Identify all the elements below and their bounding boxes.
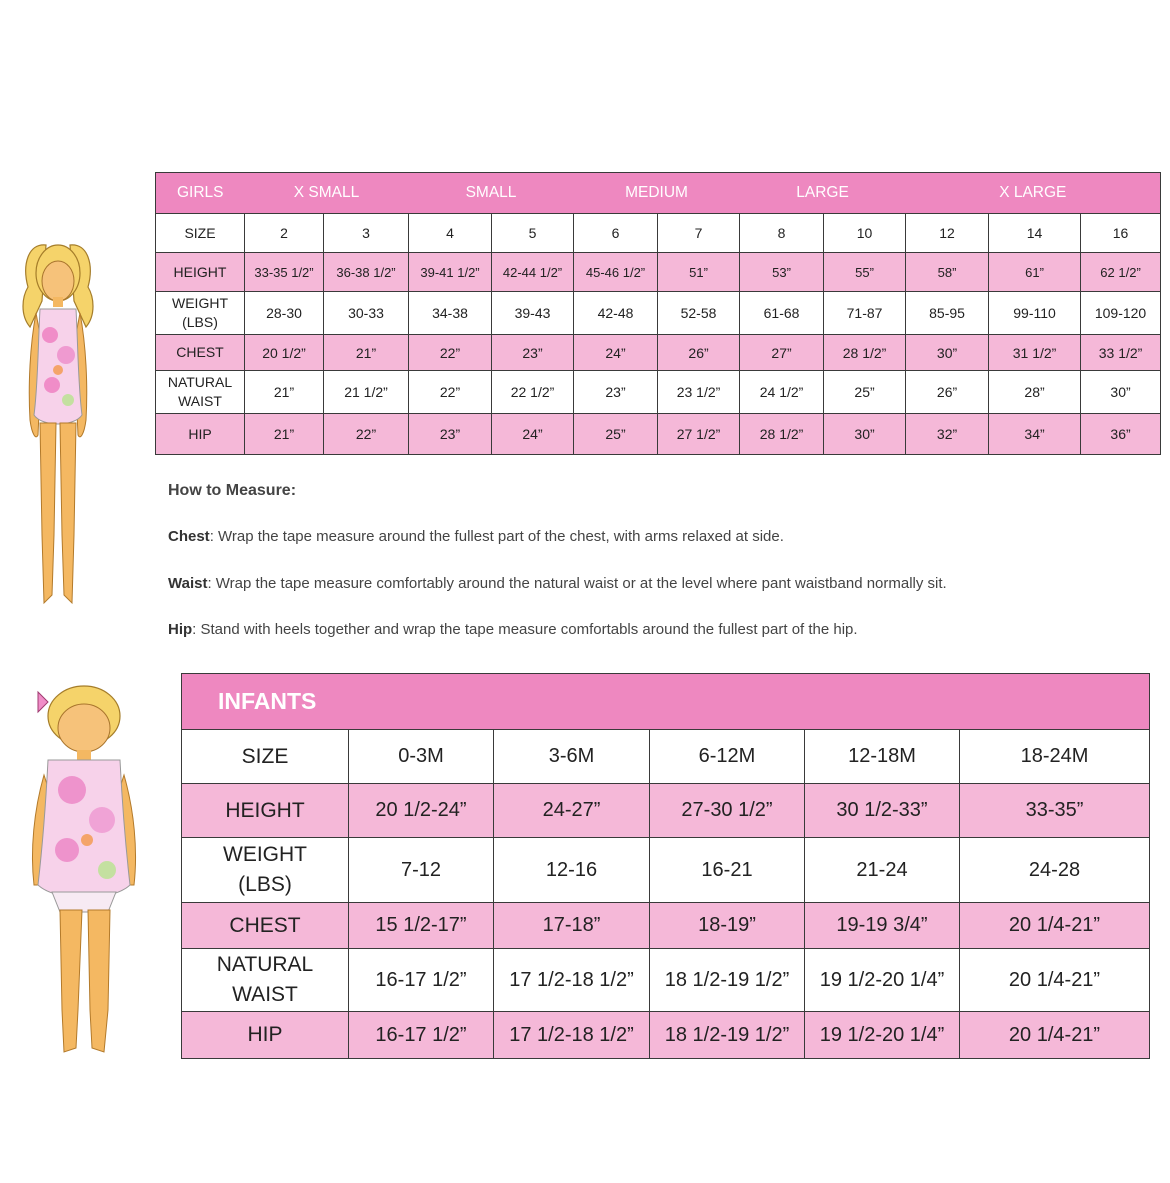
table-cell: 22”: [409, 371, 492, 414]
instruction-text: : Wrap the tape measure comfortably around the natural waist or at the level where pant waistband normally sit.: [207, 575, 947, 592]
row-label: HIP: [156, 414, 245, 455]
row-label: SIZE: [182, 730, 349, 784]
infants-height-row: [182, 784, 1150, 838]
girls-title: GIRLS: [156, 173, 245, 214]
table-cell: 99-110: [989, 292, 1081, 335]
table-cell: 10: [824, 214, 906, 253]
infants-header-row: [182, 674, 1150, 730]
table-cell: 20 1/2-24”: [349, 784, 494, 838]
row-label: HEIGHT: [156, 253, 245, 292]
table-cell: 7-12: [349, 838, 494, 903]
table-cell: 28 1/2”: [824, 335, 906, 371]
table-cell: 0-3M: [349, 730, 494, 784]
table-cell: 20 1/4-21”: [960, 1012, 1150, 1059]
table-cell: 39-41 1/2”: [409, 253, 492, 292]
girls-weight-row: [156, 292, 1161, 335]
table-cell: 21”: [324, 335, 409, 371]
table-cell: 12-16: [494, 838, 650, 903]
table-cell: 45-46 1/2”: [574, 253, 658, 292]
table-cell: 33-35 1/2”: [245, 253, 324, 292]
table-cell: 19 1/2-20 1/4”: [805, 949, 960, 1012]
table-cell: 30”: [906, 335, 989, 371]
table-cell: 24”: [574, 335, 658, 371]
instruction-text: : Stand with heels together and wrap the tape measure comfortabls around the fullest part of the hip.: [192, 621, 858, 638]
girls-height-row: [156, 253, 1161, 292]
table-cell: 16-21: [650, 838, 805, 903]
table-cell: 22”: [324, 414, 409, 455]
table-cell: 23 1/2”: [658, 371, 740, 414]
row-label: [156, 371, 245, 414]
infants-size-row: [182, 730, 1150, 784]
table-cell: 19 1/2-20 1/4”: [805, 1012, 960, 1059]
table-cell: 42-48: [574, 292, 658, 335]
row-label-line: NATURAL: [167, 374, 233, 390]
table-cell: 16: [1081, 214, 1161, 253]
table-cell: 22 1/2”: [492, 371, 574, 414]
table-cell: 26”: [658, 335, 740, 371]
table-cell: 3-6M: [494, 730, 650, 784]
table-cell: 53”: [740, 253, 824, 292]
girls-chest-row: [156, 335, 1161, 371]
table-cell: 16-17 1/2”: [349, 1012, 494, 1059]
row-label: [156, 292, 245, 335]
table-cell: 85-95: [906, 292, 989, 335]
table-cell: 6-12M: [650, 730, 805, 784]
instruction-term: Waist: [168, 575, 208, 592]
row-label-line: WAIST: [178, 393, 222, 409]
row-label: CHEST: [156, 335, 245, 371]
table-cell: 6: [574, 214, 658, 253]
group-label: MEDIUM: [574, 173, 740, 214]
table-cell: 8: [740, 214, 824, 253]
table-cell: 61”: [989, 253, 1081, 292]
table-cell: 16-17 1/2”: [349, 949, 494, 1012]
table-cell: 24 1/2”: [740, 371, 824, 414]
infants-size-table: [181, 673, 1150, 1059]
table-cell: 12-18M: [805, 730, 960, 784]
table-cell: 12: [906, 214, 989, 253]
how-to-measure-title: How to Measure:: [168, 482, 297, 499]
table-cell: 62 1/2”: [1081, 253, 1161, 292]
table-cell: 34”: [989, 414, 1081, 455]
table-cell: 25”: [574, 414, 658, 455]
row-label-line: (LBS): [182, 314, 218, 330]
waist-instruction: [168, 575, 947, 592]
row-label: HIP: [182, 1012, 349, 1059]
table-cell: 26”: [906, 371, 989, 414]
table-cell: 24-28: [960, 838, 1150, 903]
table-cell: 28”: [989, 371, 1081, 414]
row-label: [182, 838, 349, 903]
table-cell: 7: [658, 214, 740, 253]
infants-weight-row: [182, 838, 1150, 903]
table-cell: 17 1/2-18 1/2”: [494, 1012, 650, 1059]
table-cell: 22”: [409, 335, 492, 371]
table-cell: 30”: [824, 414, 906, 455]
instruction-term: Hip: [168, 621, 193, 638]
table-cell: 14: [989, 214, 1081, 253]
table-cell: 3: [324, 214, 409, 253]
table-cell: 21-24: [805, 838, 960, 903]
table-cell: 55”: [824, 253, 906, 292]
table-cell: 24-27”: [494, 784, 650, 838]
group-label: X LARGE: [906, 173, 1161, 214]
table-cell: 28-30: [245, 292, 324, 335]
table-cell: 71-87: [824, 292, 906, 335]
table-cell: 20 1/2”: [245, 335, 324, 371]
table-cell: 23”: [492, 335, 574, 371]
table-cell: 18 1/2-19 1/2”: [650, 949, 805, 1012]
instruction-text: : Wrap the tape measure around the fullest part of the chest, with arms relaxed at side.: [209, 528, 784, 545]
table-cell: 21 1/2”: [324, 371, 409, 414]
row-label: [182, 949, 349, 1012]
group-label: X SMALL: [245, 173, 409, 214]
row-label-line: NATURAL: [216, 953, 314, 976]
girls-waist-row: [156, 371, 1161, 414]
table-cell: 27 1/2”: [658, 414, 740, 455]
table-cell: 15 1/2-17”: [349, 903, 494, 949]
table-cell: 4: [409, 214, 492, 253]
table-cell: 30-33: [324, 292, 409, 335]
row-label: SIZE: [156, 214, 245, 253]
table-cell: 19-19 3/4”: [805, 903, 960, 949]
table-cell: 30”: [1081, 371, 1161, 414]
table-cell: 33-35”: [960, 784, 1150, 838]
table-cell: 39-43: [492, 292, 574, 335]
table-cell: 18-24M: [960, 730, 1150, 784]
table-cell: 31 1/2”: [989, 335, 1081, 371]
table-cell: 36-38 1/2”: [324, 253, 409, 292]
table-cell: 24”: [492, 414, 574, 455]
girls-hip-row: [156, 414, 1161, 455]
infants-waist-row: [182, 949, 1150, 1012]
infants-chest-row: [182, 903, 1150, 949]
table-cell: 42-44 1/2”: [492, 253, 574, 292]
table-cell: 25”: [824, 371, 906, 414]
row-label-line: WAIST: [232, 983, 298, 1006]
row-label-line: (LBS): [238, 873, 292, 896]
table-cell: 36”: [1081, 414, 1161, 455]
table-cell: 17 1/2-18 1/2”: [494, 949, 650, 1012]
table-cell: 23”: [574, 371, 658, 414]
group-label: SMALL: [409, 173, 574, 214]
table-cell: 32”: [906, 414, 989, 455]
girls-size-table: [155, 172, 1161, 455]
table-cell: 33 1/2”: [1081, 335, 1161, 371]
table-cell: 51”: [658, 253, 740, 292]
hip-instruction: [168, 621, 858, 638]
girl-illustration: [8, 235, 108, 620]
group-label: LARGE: [740, 173, 906, 214]
infants-title: INFANTS: [182, 674, 1150, 730]
table-cell: 58”: [906, 253, 989, 292]
infants-hip-row: [182, 1012, 1150, 1059]
table-cell: 5: [492, 214, 574, 253]
table-cell: 28 1/2”: [740, 414, 824, 455]
table-cell: 20 1/4-21”: [960, 949, 1150, 1012]
table-cell: 17-18”: [494, 903, 650, 949]
infant-illustration: [12, 680, 147, 1060]
table-cell: 30 1/2-33”: [805, 784, 960, 838]
table-cell: 27”: [740, 335, 824, 371]
table-cell: 61-68: [740, 292, 824, 335]
table-cell: 20 1/4-21”: [960, 903, 1150, 949]
chest-instruction: [168, 528, 784, 545]
instruction-term: Chest: [168, 528, 210, 545]
table-cell: 34-38: [409, 292, 492, 335]
table-cell: 52-58: [658, 292, 740, 335]
table-cell: 27-30 1/2”: [650, 784, 805, 838]
table-cell: 18-19”: [650, 903, 805, 949]
table-cell: 21”: [245, 371, 324, 414]
table-cell: 21”: [245, 414, 324, 455]
table-cell: 18 1/2-19 1/2”: [650, 1012, 805, 1059]
row-label: HEIGHT: [182, 784, 349, 838]
table-cell: 2: [245, 214, 324, 253]
table-cell: 23”: [409, 414, 492, 455]
girls-header-row: [156, 173, 1161, 214]
row-label-line: WEIGHT: [172, 295, 228, 311]
girls-size-row: [156, 214, 1161, 253]
row-label-line: WEIGHT: [223, 843, 307, 866]
row-label: CHEST: [182, 903, 349, 949]
table-cell: 109-120: [1081, 292, 1161, 335]
